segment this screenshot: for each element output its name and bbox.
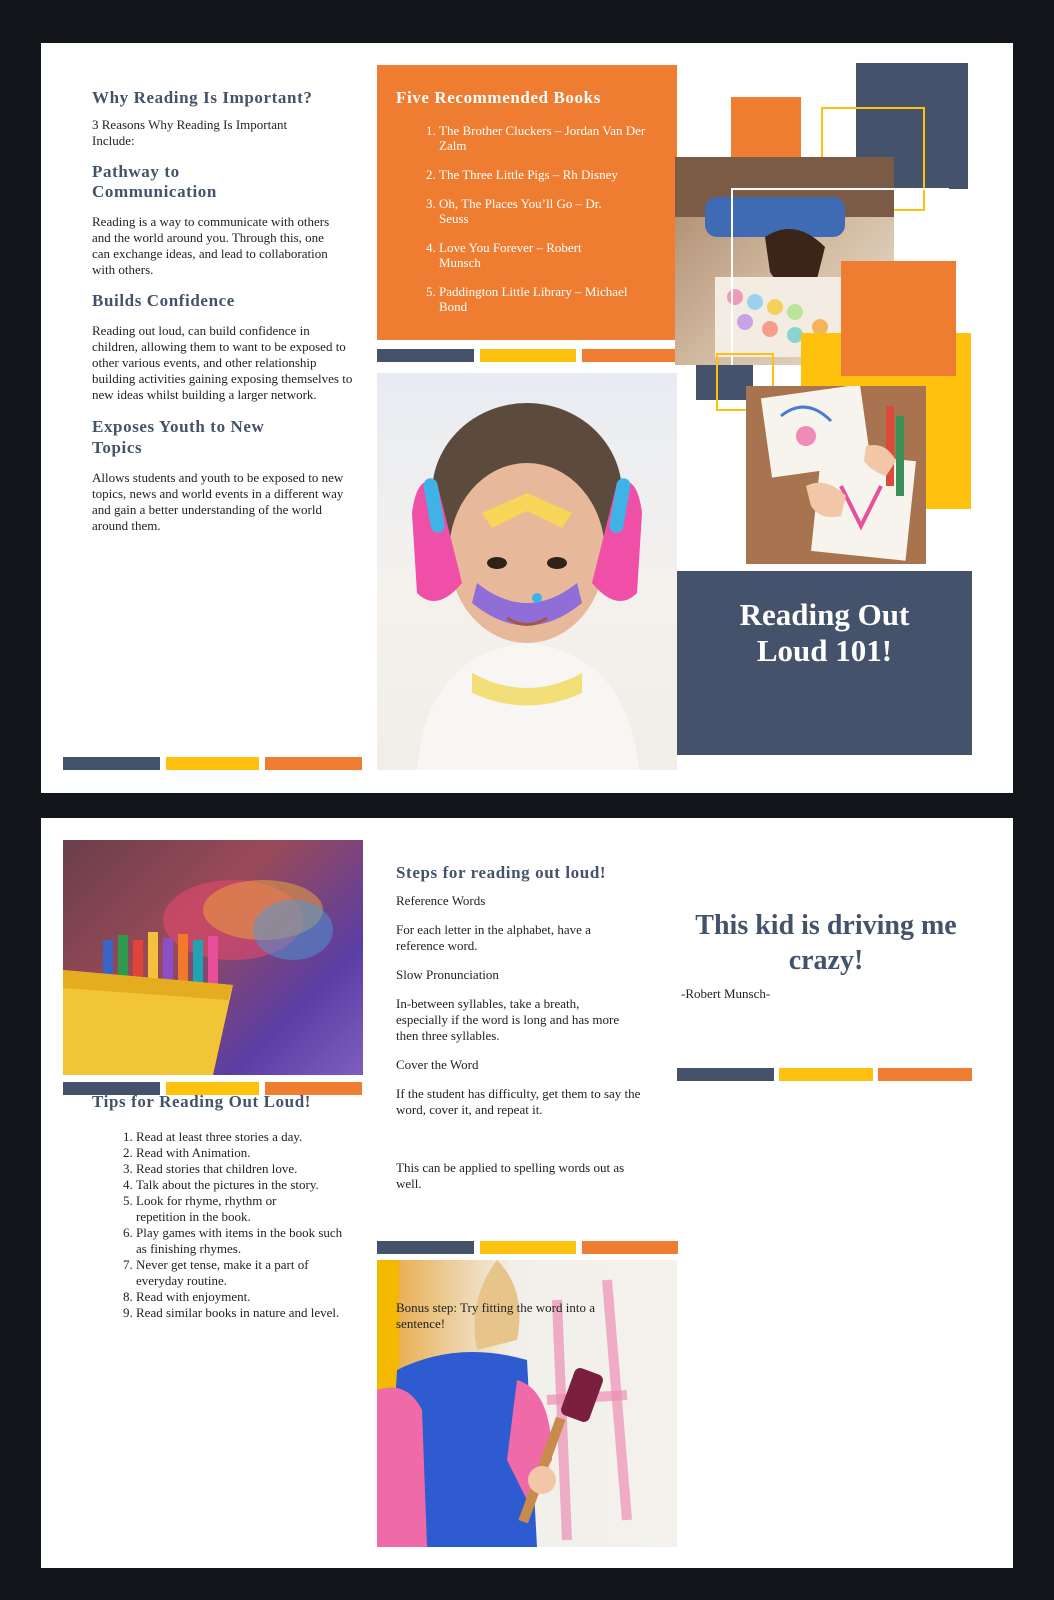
steps-note: This can be applied to spelling words out as well. [396,1160,625,1191]
tips-title: Tips for Reading Out Loud! [92,1092,312,1111]
list-item: 4. Love You Forever – Robert Munsch [439,240,619,270]
step-heading: Reference Words [396,893,486,908]
accent-bar-navy [377,349,474,362]
quote-block [681,908,971,1002]
accent-bar-orange [878,1068,972,1081]
accent-bar-navy [677,1068,774,1081]
list-item: 1. The Brother Cluckers – Jordan Van Der Zalm [439,123,659,153]
section-heading: Builds Confidence [92,291,235,310]
section-text: Reading out loud, can build confidence in children, allowing them to want to be exposed to other various events, and other relationship building activities gaining exposing themselves to new ideas whilst building a larger network. [92,323,353,402]
section-heading: Pathway to Communication [92,162,217,201]
list-item: 5. Paddington Little Library – Michael Bond [439,284,629,314]
accent-bar-navy [377,1241,474,1254]
crayon-box-photo [63,840,363,1075]
list-item: 3. Oh, The Places You’ll Go – Dr. Seuss [439,196,634,226]
brochure-page-inside [41,818,1013,1568]
list-item: 4. Talk about the pictures in the story. [136,1177,326,1193]
accent-bar-gold [480,1241,576,1254]
list-item: 1. Read at least three stories a day. [136,1129,351,1145]
list-item: 7. Never get tense, make it a part of everyday routine. [136,1257,351,1289]
step-heading: Slow Pronunciation [396,967,499,982]
recommended-books-list [439,123,659,314]
why-reading-title: Why Reading Is Important? [92,88,313,107]
accent-bar-gold [779,1068,873,1081]
accent-bar-gold [480,349,576,362]
step-text: In-between syllables, take a breath, especially if the word is long and has more then three syllables. [396,996,620,1043]
quote-author: -Robert Munsch- [681,986,771,1001]
cover-title: Reading Out Loud 101! [739,597,910,668]
accent-bar-orange [582,1241,678,1254]
quote-text: This kid is driving me crazy! [695,910,957,976]
list-item: 9. Read similar books in nature and level. [136,1305,351,1321]
tips-list [136,1129,351,1321]
accent-bar-gold [166,757,259,770]
list-item: 8. Read with enjoyment. [136,1289,351,1305]
section-text: Allows students and youth to be exposed to new topics, news and world events in a different way and gain a better understanding of the world around them. [92,470,344,533]
step-heading: Cover the Word [396,1057,479,1072]
section-text: Reading is a way to communicate with others and the world around you. Through this, one can exchange ideas, and lead to collaboration with others. [92,214,330,277]
decor-square-orange-2 [841,261,956,376]
recommended-books-panel [377,65,677,340]
why-reading-intro: 3 Reasons Why Reading Is Important Include: [92,117,288,148]
section-heading: Exposes Youth to New Topics [92,417,265,457]
why-reading-column [92,87,357,534]
list-item: 3. Read stories that children love. [136,1161,351,1177]
coloring-children-photo [746,386,926,564]
list-item: 6. Play games with items in the book such as finishing rhymes. [136,1225,351,1257]
steps-column [396,862,656,1192]
list-item: 2. Read with Animation. [136,1145,351,1161]
list-item: 5. Look for rhyme, rhythm or repetition in the book. [136,1193,316,1225]
list-item: 2. The Three Little Pigs – Rh Disney [439,167,659,182]
cover-title-block [677,571,972,755]
steps-title: Steps for reading out loud! [396,863,607,882]
bonus-step-text: Bonus step: Try fitting the word into a sentence! [396,1300,595,1331]
brochure-page-outside [41,43,1013,793]
accent-bar-orange [265,757,362,770]
recommended-books-title: Five Recommended Books [396,88,601,107]
painted-hands-child-photo [377,373,677,770]
step-text: For each letter in the alphabet, have a reference word. [396,922,591,953]
step-text: If the student has difficulty, get them to say the word, cover it, and repeat it. [396,1086,641,1117]
accent-bar-orange [582,349,678,362]
accent-bar-navy [63,757,160,770]
